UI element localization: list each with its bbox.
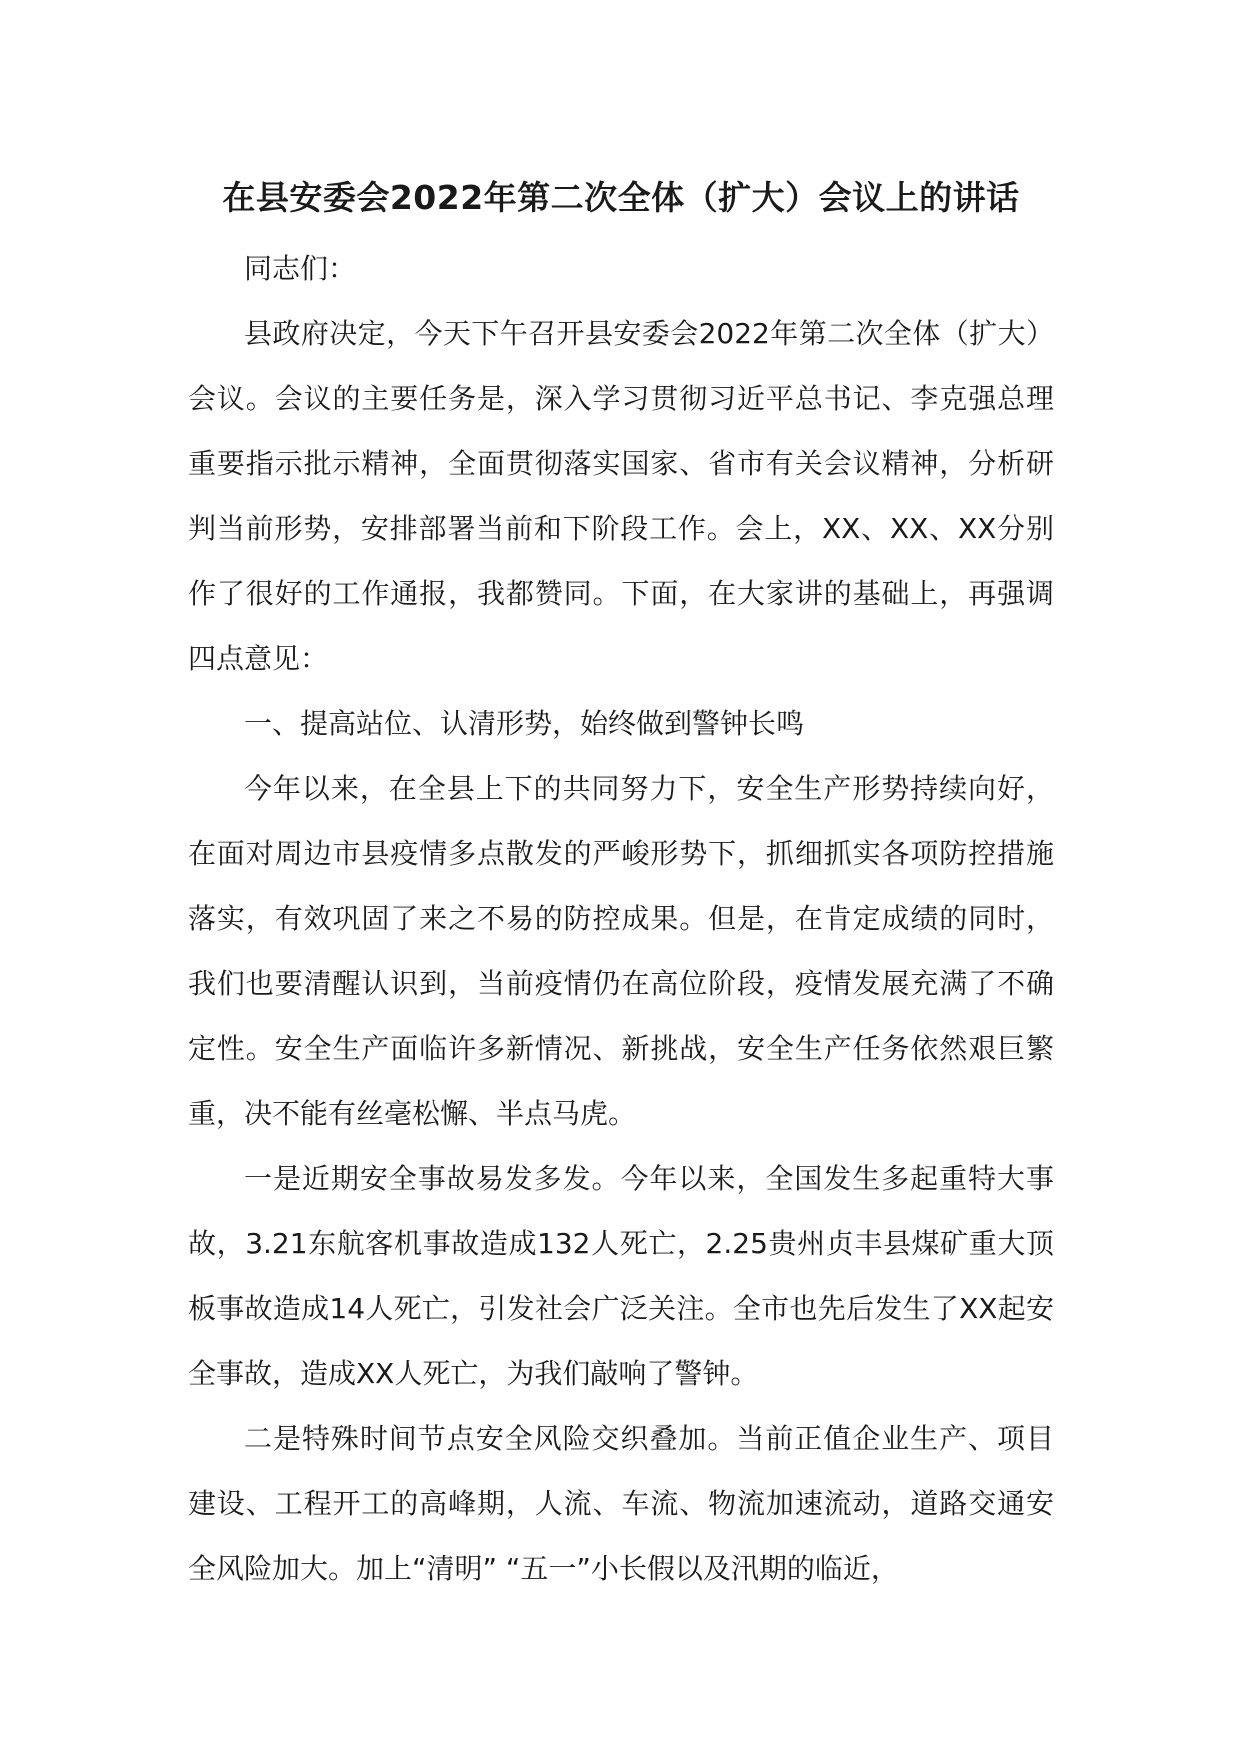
document-page [188,172,1054,1601]
paragraph-point-one: 一是近期安全事故易发多发。今年以来，全国发生多起重特大事故，3.21东航客机事故造成132人死亡，2.25贵州贞丰县煤矿重大顶板事故造成14人死亡，引发社会广泛关注。全市也先后发生了XX起安全事故，造成XX人死亡，为我们敲响了警钟。 [188,1162,1054,1390]
paragraph-intro: 县政府决定，今天下午召开县安委会2022年第二次全体（扩大）会议。会议的主要任务是，深入学习贯彻习近平总书记、李克强总理重要指示批示精神，全面贯彻落实国家、省市有关会议精神，分析研判当前形势，安排部署当前和下阶段工作。会上，XX、XX、XX分别作了很好的工作通报，我都赞同。下面，在大家讲的基础上，再强调四点意见： [188,317,1054,675]
paragraph-situation: 今年以来，在全县上下的共同努力下，安全生产形势持续向好，在面对周边市县疫情多点散发的严峻形势下，抓细抓实各项防控措施落实，有效巩固了来之不易的防控成果。但是，在肯定成绩的同时，我们也要清醒认识到，当前疫情仍在高位阶段，疫情发展充满了不确定性。安全生产面临许多新情况、新挑战，安全生产任务依然艰巨繁重，决不能有丝毫松懈、半点马虎。 [188,772,1054,1130]
section-heading-one: 一、提高站位、认清形势，始终做到警钟长鸣 [244,707,805,740]
document-title: 在县安委会2022年第二次全体（扩大）会议上的讲话 [222,178,1020,217]
salutation: 同志们： [244,252,357,285]
paragraph-point-two: 二是特殊时间节点安全风险交织叠加。当前正值企业生产、项目建设、工程开工的高峰期，人流、车流、物流加速流动，道路交通安全风险加大。加上“清明” “五一”小长假以及汛期的临近， [188,1422,1054,1585]
